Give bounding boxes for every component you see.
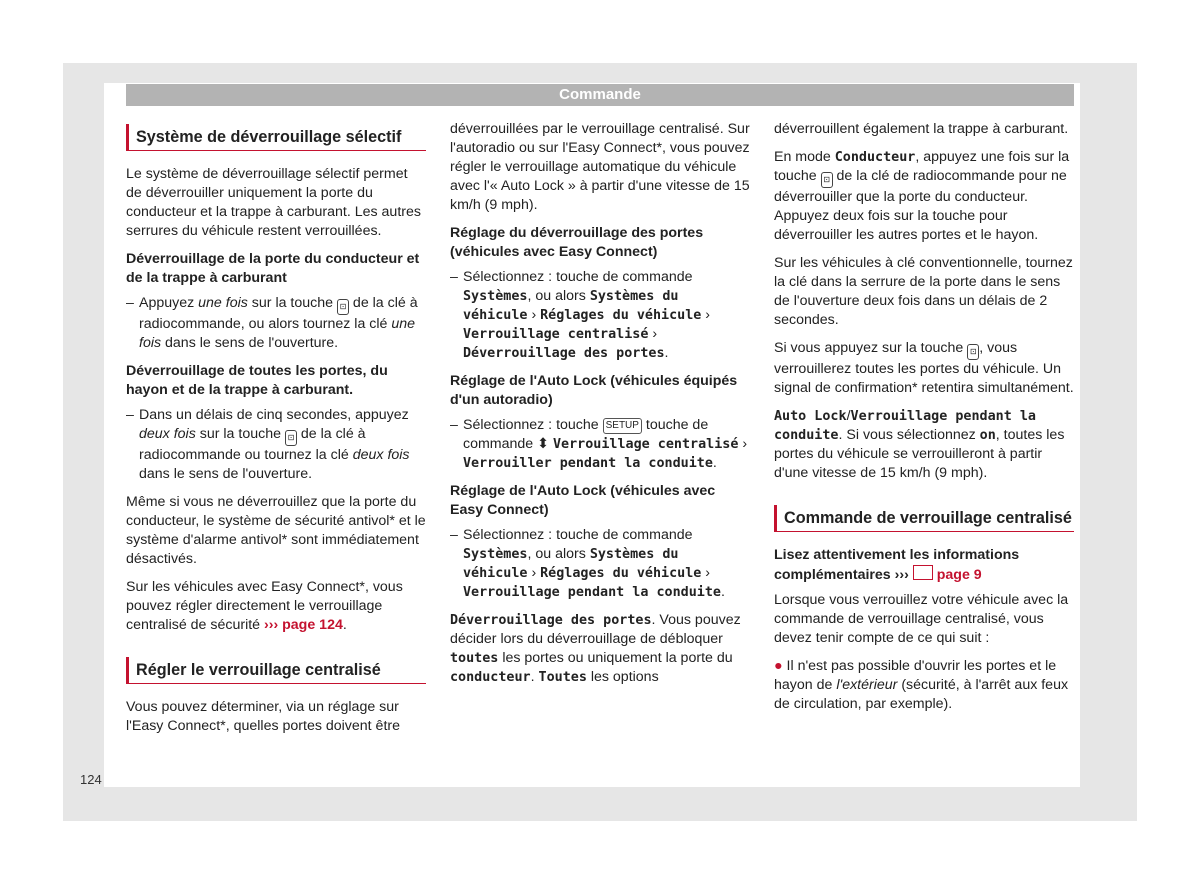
page-number: 124 xyxy=(80,772,102,787)
paragraph-antitheft: Même si vous ne déverrouillez que la porte du conducteur, le système de sécurité antivol* et le système d'alarme antivol* sont immédiatement désactivés. xyxy=(126,494,426,567)
up-down-arrows-icon: ⬍ xyxy=(537,436,550,452)
list-item: – Sélectionnez : touche de commande Systèmes, ou alors Systèmes du véhicule › Réglages du véhicule › Verrouillage centralisé › Déverrouillage des portes. xyxy=(450,269,711,361)
paragraph-bullet: ● Il n'est pas possible d'ouvrir les portes et le hayon de l'extérieur (sécurité, à l'arrêt aux feux de circulation, par exemple). xyxy=(774,658,1069,712)
list-item: – Appuyez une fois sur la touche ⊡ de la clé à radiocommande, ou alors tournez la clé une fois dans le sens de l'ouverture. xyxy=(126,295,418,351)
subheading-driver-door: Déverrouillage de la porte du conducteur et de la trappe à carburant xyxy=(126,251,420,286)
paragraph-conventional-key: Sur les véhicules à clé conventionnelle, tournez la clé dans la serrure de la porte dans le sens de l'ouverture deux fois dans un délais de 2 secondes. xyxy=(774,255,1073,328)
page-frame-top xyxy=(63,63,1137,83)
intro-paragraph: Le système de déverrouillage sélectif permet de déverrouiller uniquement la porte du conducteur et la trappe à carburant. Les autres serrures du véhicule restent verrouillées. xyxy=(126,166,421,239)
paragraph-unlock-options: Déverrouillage des portes. Vous pouvez décider lors du déverrouillage de débloquer toutes les portes ou uniquement la porte du conducteur. Toutes les options xyxy=(450,612,741,685)
bullet-dot-icon: ● xyxy=(774,658,783,674)
page-frame-left xyxy=(63,63,104,821)
list-item: – Sélectionnez : touche SETUP touche de commande ⬍ Verrouillage centralisé › Verrouiller pendant la conduite. xyxy=(450,417,748,471)
paragraph-continued: déverrouillent également la trappe à carburant. xyxy=(774,121,1069,137)
manual-warning-icon xyxy=(913,565,933,580)
chapter-header: Commande xyxy=(126,84,1074,106)
paragraph-driver-mode: En mode Conducteur, appuyez une fois sur la touche ⊡ de la clé de radiocommande pour ne déverrouiller que la porte du conducteur. Appuyez deux fois sur la touche pour déverrouiller les autres portes et le hayon. xyxy=(774,149,1070,243)
page-frame-bottom xyxy=(63,787,1137,821)
paragraph-easy-connect: Sur les véhicules avec Easy Connect*, vous pouvez régler directement le verrouillage centralisé de sécurité ››› page 124. xyxy=(126,579,403,633)
subheading-all-doors: Déverrouillage de toutes les portes, du hayon et de la trappe à carburant. xyxy=(126,363,388,398)
dash-bullet: – xyxy=(126,407,134,423)
list-item: – Dans un délais de cinq secondes, appuyez deux fois sur la touche ⊡ de la clé à radiocommande ou tournez la clé deux fois dans le sens de l'ouverture. xyxy=(126,407,410,482)
subheading-read-carefully: Lisez attentivement les informations complémentaires ››› page 9 xyxy=(774,547,1020,583)
paragraph-continued: déverrouillées par le verrouillage centralisé. Sur l'autoradio ou sur l'Easy Connect*, vous pouvez régler le verrouillage automatique du véhicule avec l'« Auto Lock » à partir d'une vitesse de 15 km/h (9 mph). xyxy=(450,121,750,213)
unlock-key-icon: ⊡ xyxy=(337,299,349,315)
dash-bullet: – xyxy=(450,417,458,433)
unlock-key-icon: ⊡ xyxy=(821,172,833,188)
lock-key-icon: ⊡ xyxy=(967,344,979,360)
subheading-door-unlock-setting: Réglage du déverrouillage des portes (véhicules avec Easy Connect) xyxy=(450,225,704,260)
list-item: – Sélectionnez : touche de commande Systèmes, ou alors Systèmes du véhicule › Réglages du véhicule › Verrouillage pendant la conduite. xyxy=(450,527,725,600)
subheading-auto-lock-radio: Réglage de l'Auto Lock (véhicules équipés d'un autoradio) xyxy=(450,373,738,408)
paragraph-auto-lock: Auto Lock/Verrouillage pendant la conduite. Si vous sélectionnez on, toutes les portes du véhicule se verrouilleront à partir d'une vitesse de 15 km/h (9 mph). xyxy=(774,408,1065,481)
setup-key: SETUP xyxy=(603,418,642,434)
paragraph-locking-info: Lorsque vous verrouillez votre véhicule avec la commande de verrouillage centralisé, vous devez tenir compte de ce qui suit : xyxy=(774,592,1069,646)
subheading-auto-lock-easy-connect: Réglage de l'Auto Lock (véhicules avec Easy Connect) xyxy=(450,483,716,518)
paragraph-lock-button: Si vous appuyez sur la touche ⊡ , vous verrouillerez toutes les portes du véhicule. Un signal de confirmation* retentira simultanément. xyxy=(774,340,1074,396)
section-heading-central-locking-settings: Régler le verrouillage centralisé xyxy=(126,657,426,684)
dash-bullet: – xyxy=(450,269,458,285)
dash-bullet: – xyxy=(450,527,458,543)
column-1 xyxy=(126,120,426,745)
section-heading-selective-unlock: Système de déverrouillage sélectif xyxy=(126,124,426,151)
page-reference-link[interactable]: page 9 xyxy=(936,567,982,583)
unlock-key-icon: ⊡ xyxy=(285,430,297,446)
page-frame-right xyxy=(1080,63,1137,821)
column-3 xyxy=(774,120,1074,723)
column-2 xyxy=(450,120,750,696)
section-heading-central-locking-control: Commande de verrouillage centralisé xyxy=(774,505,1074,532)
dash-bullet: – xyxy=(126,295,134,311)
paragraph-settings: Vous pouvez déterminer, via un réglage sur l'Easy Connect*, quelles portes doivent être xyxy=(126,699,401,734)
page-reference-link[interactable]: ››› page 124 xyxy=(260,617,343,633)
